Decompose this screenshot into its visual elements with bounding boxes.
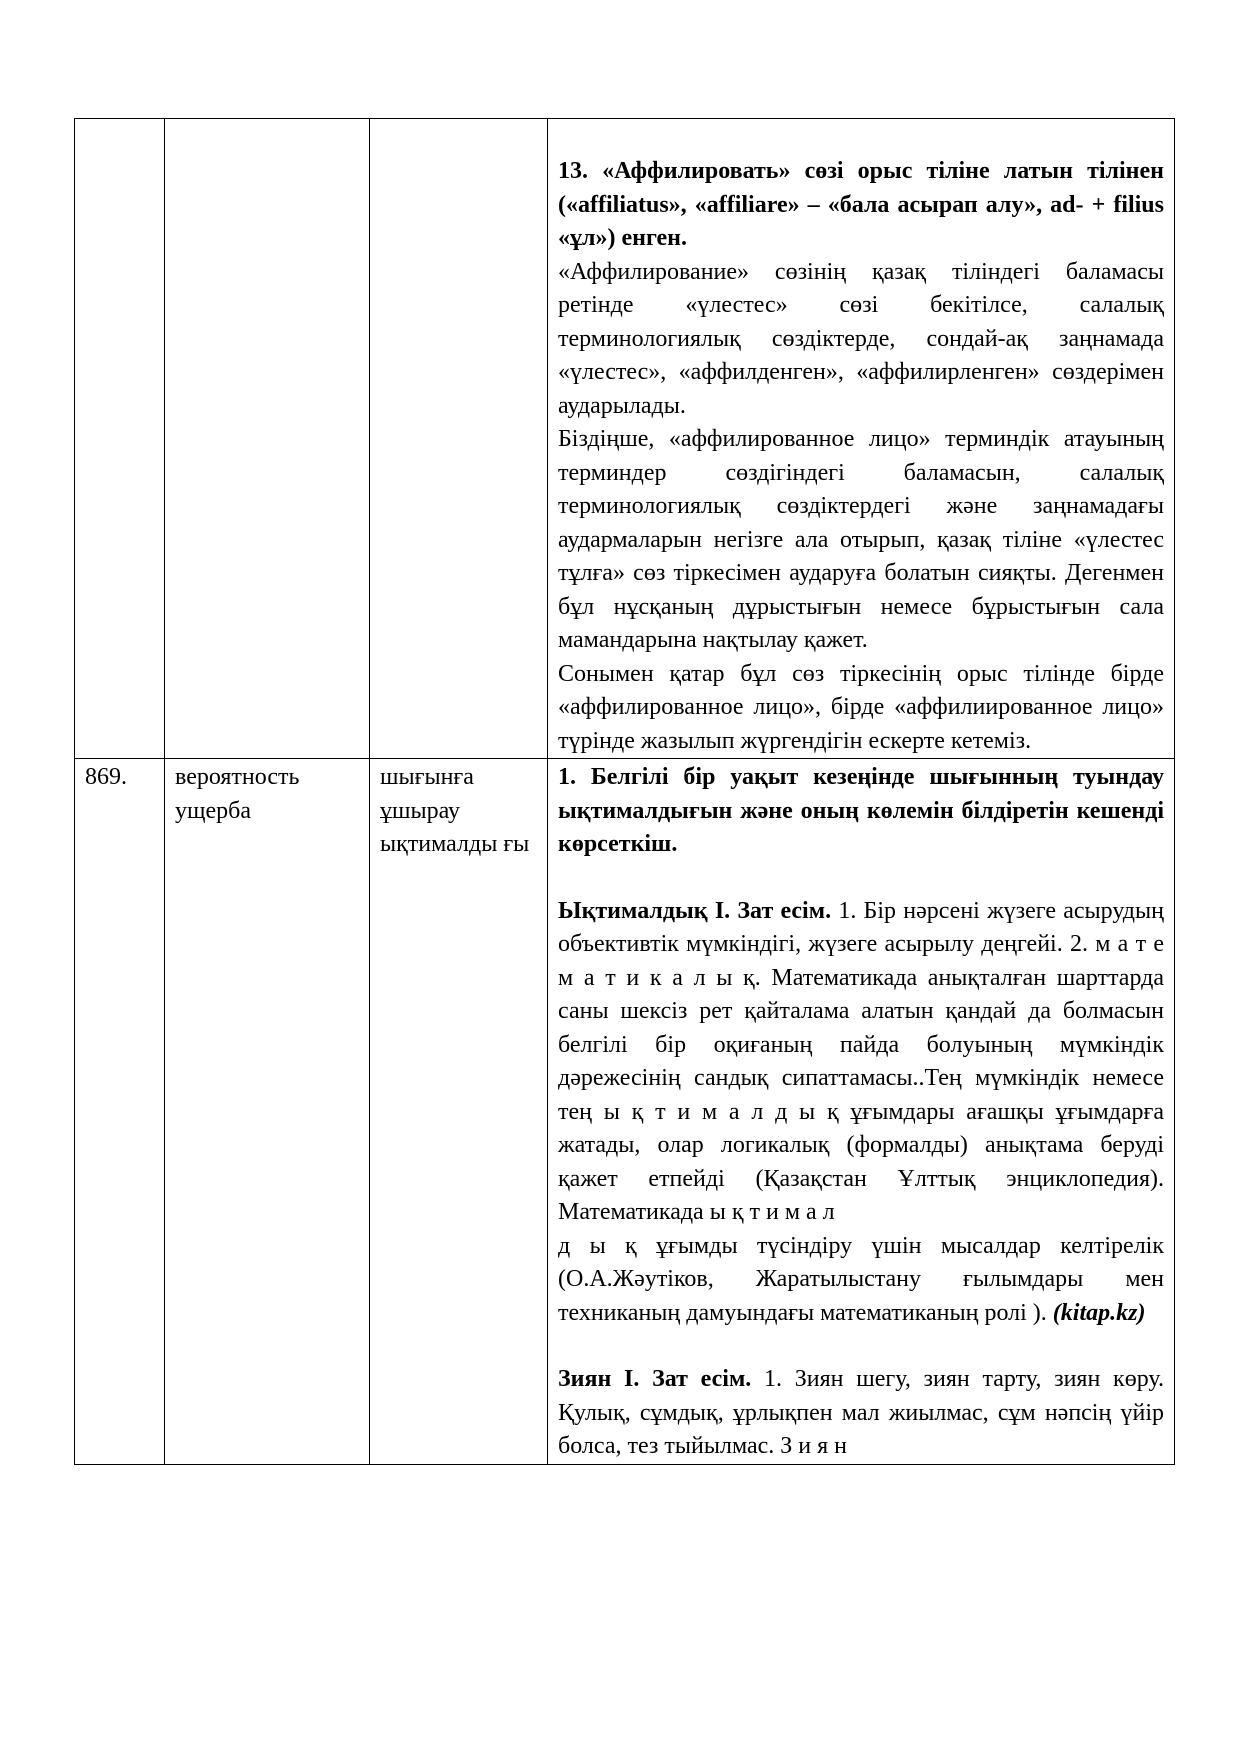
russian-term-cell: вероятность ущерба bbox=[165, 759, 370, 1465]
kazakh-term-cell: шығынға ұшырау ықтималды ғы bbox=[370, 759, 548, 1465]
dictionary-entry-continued bbox=[558, 1230, 1164, 1331]
dictionary-entry bbox=[558, 1363, 1164, 1464]
entry-text: 1. Бір нәрсені жүзеге асырудың объективтік мүмкіндігі, жүзеге асырылу деңгейі. 2. м а т е м а т и к а л ы қ. Математикада анықталған шарттарда саны шексіз рет қайталама алатын қандай да болмасын белгілі бір оқиғаның пайда болуының мүмкіндік дәрежесінің сандық сипаттамасы..Тең мүмкіндік немесе тең ы қ т и м а л д ы қ ұғымдары ағашқы ұғымдарға жатады, олар логикалық (формалды) анықтама беруді қажет етпейді (Қазақстан Ұлттық энциклопедия). Математикада ы қ т и м а л bbox=[558, 897, 1164, 1225]
entry-term: Зиян І. Зат есім. bbox=[558, 1366, 752, 1392]
note-heading: 13. «Аффилировать» сөзі орыс тіліне латын тілінен («affiliatus», «affiliare» – «бала асырап алу», ad- + filius «ұл») енген. bbox=[558, 158, 1164, 251]
kazakh-term-cell bbox=[370, 119, 548, 759]
entry-number-cell: 869. bbox=[75, 759, 165, 1465]
source-reference: (kitap.kz) bbox=[1052, 1299, 1146, 1326]
entry-term: Ықтималдық І. Зат есім. bbox=[558, 897, 832, 924]
entry-text: д ы қ ұғымды түсіндіру үшін мысалдар келтірелік (О.А.Жәутіков, Жаратылыстану ғылымдары мен техниканың дамуындағы математиканың ролі ). bbox=[558, 1232, 1164, 1326]
table-row bbox=[75, 759, 1175, 1465]
definition-cell bbox=[548, 119, 1175, 759]
entry-number-cell bbox=[75, 119, 165, 759]
definition-text: 1. Белгілі бір уақыт кезеңінде шығынның туындау ықтималдығын және оның көлемін білдіретін кешенді көрсеткіш. bbox=[558, 764, 1164, 857]
dictionary-entry bbox=[558, 895, 1164, 1230]
table-row bbox=[75, 119, 1175, 759]
note-paragraph: «Аффилирование» сөзінің қазақ тіліндегі баламасы ретінде «үлестес» сөзі бекітілсе, салалық терминологиялық сөздіктерде, сондай-ақ заңнамада «үлестес», «аффилденген», «аффилирленген» сөздерімен аударылады. bbox=[558, 258, 1164, 419]
note-paragraph: Сонымен қатар бұл сөз тіркесінің орыс тілінде бірде «аффилированное лицо», бірде «аффилиированное лицо» түрінде жазылып жүргендігін ескерте кетеміз. bbox=[558, 660, 1164, 754]
note-paragraph: Біздіңше, «аффилированное лицо» терминдік атауының терминдер сөздігіндегі баламасын, салалық терминологиялық сөздіктердегі және заңнамадағы аудармаларын негізге ала отырып, қазақ тіліне «үлестес тұлға» сөз тіркесімен аударуға болатын сияқты. Дегенмен бұл нұсқаның дұрыстығын немесе бұрыстығын сала мамандарына нақтылау қажет. bbox=[558, 426, 1164, 653]
definition-cell bbox=[548, 759, 1175, 1465]
glossary-table bbox=[74, 118, 1175, 1465]
entry-text: 1. Зиян шегу, зиян тарту, зиян көру. Қулық, сұмдық, ұрлықпен мал жиылмас, сұм нәпсің үйір болса, тез тыйылмас. З и я н bbox=[558, 1366, 1164, 1459]
russian-term-cell bbox=[165, 119, 370, 759]
